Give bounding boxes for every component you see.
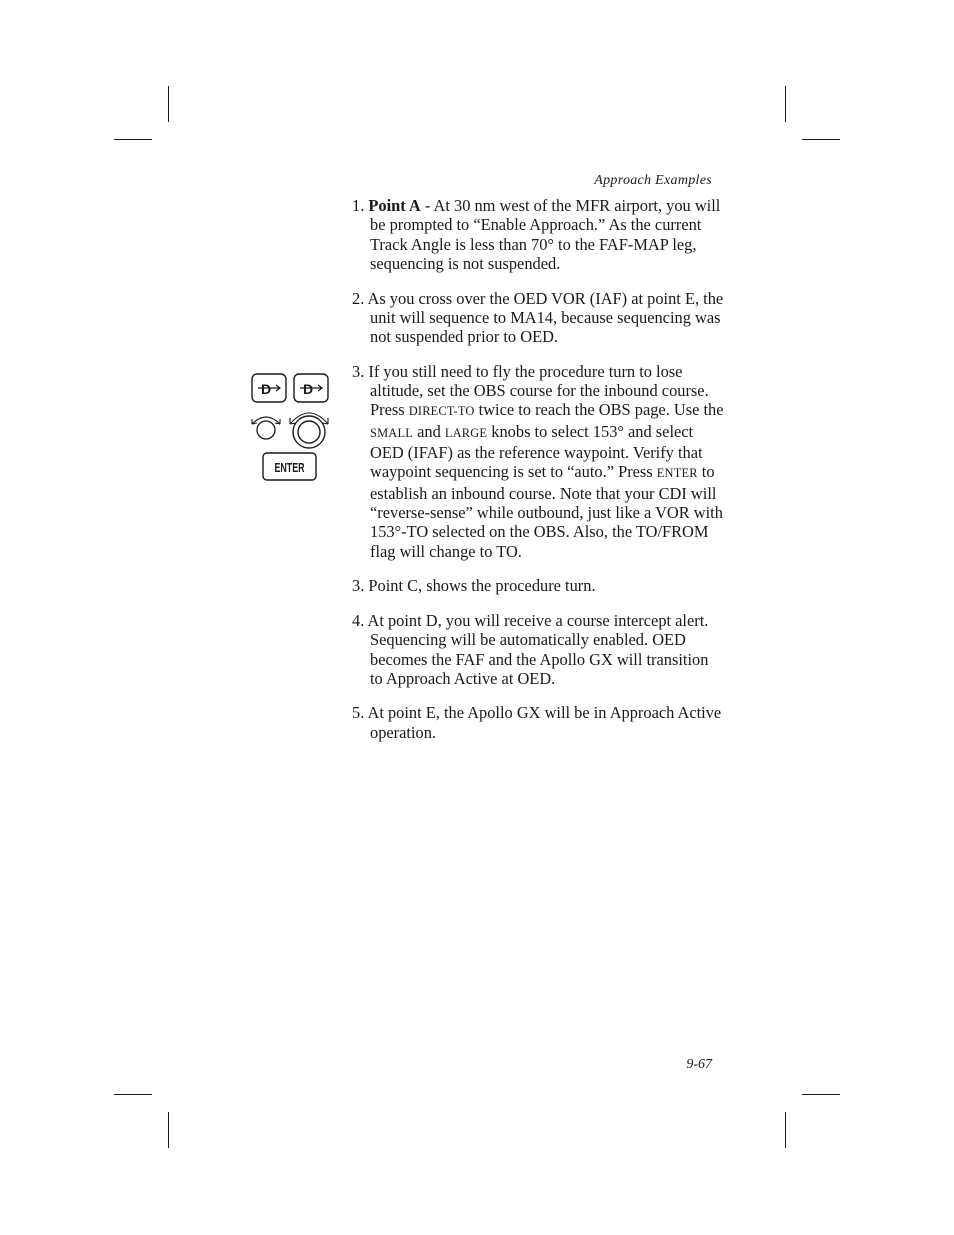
section-header: Approach Examples: [594, 173, 712, 188]
key-illustration: [248, 372, 334, 484]
crop-mark: [802, 1094, 840, 1095]
small-knob-icon: [252, 417, 280, 439]
crop-mark: [785, 1112, 786, 1148]
crop-mark: [114, 139, 152, 140]
list-item: 1. Point A - At 30 nm west of the MFR airport, you will be prompted to “Enable Approach.” As the current Track Angle is less than 70° to the FAF-MAP leg, sequencing is not suspended.: [352, 196, 721, 273]
direct-to-key-label: D: [260, 381, 272, 397]
key-name-small: SMALL: [370, 425, 413, 440]
crop-mark: [114, 1094, 152, 1095]
crop-mark: [785, 86, 786, 122]
direct-to-key-icon: [252, 374, 286, 402]
enter-key-icon: [263, 453, 316, 480]
key-name-enter: ENTER: [656, 466, 698, 481]
body-text: [352, 196, 724, 757]
list-item: 3. Point C, shows the procedure turn.: [352, 576, 596, 596]
crop-mark: [168, 1112, 169, 1148]
list-item: 4. At point D, you will receive a course intercept alert. Sequencing will be automatically enabled. OED becomes the FAF and the Apollo GX will transition to Approach Active at OED.: [352, 610, 709, 688]
key-name-large: LARGE: [444, 425, 488, 440]
crop-mark: [168, 86, 169, 122]
list-item: 2. As you cross over the OED VOR (IAF) at point E, the unit will sequence to MA14, because sequencing was not suspended prior to OED.: [352, 288, 724, 347]
list-item: 3. If you still need to fly the procedure turn to lose altitude, set the OBS course for the inbound course. Press DIRECT-TO twice to reach the OBS page. Use the SMALL and LARGE knobs to select 153° and select OED (IFAF) as the reference waypoint. Verify that waypoint sequencing is set to “auto.” Press ENTER to establish an inbound course. Note that your CDI will “reverse-sense” while outbound, just like a VOR with 153°-TO selected on the OBS. Also, the TO/FROM flag will change to TO.: [352, 361, 724, 561]
large-knob-icon: [290, 413, 328, 448]
list-item: 5. At point E, the Apollo GX will be in Approach Active operation.: [352, 703, 722, 742]
page-number: 9-67: [686, 1057, 712, 1072]
direct-to-key-label: D: [302, 381, 314, 397]
crop-mark: [802, 139, 840, 140]
direct-to-key-icon: [294, 374, 328, 402]
enter-key-label: ENTER: [274, 460, 305, 475]
point-label: Point A: [368, 196, 421, 215]
key-name-direct-to: DIRECT-TO: [408, 404, 475, 419]
